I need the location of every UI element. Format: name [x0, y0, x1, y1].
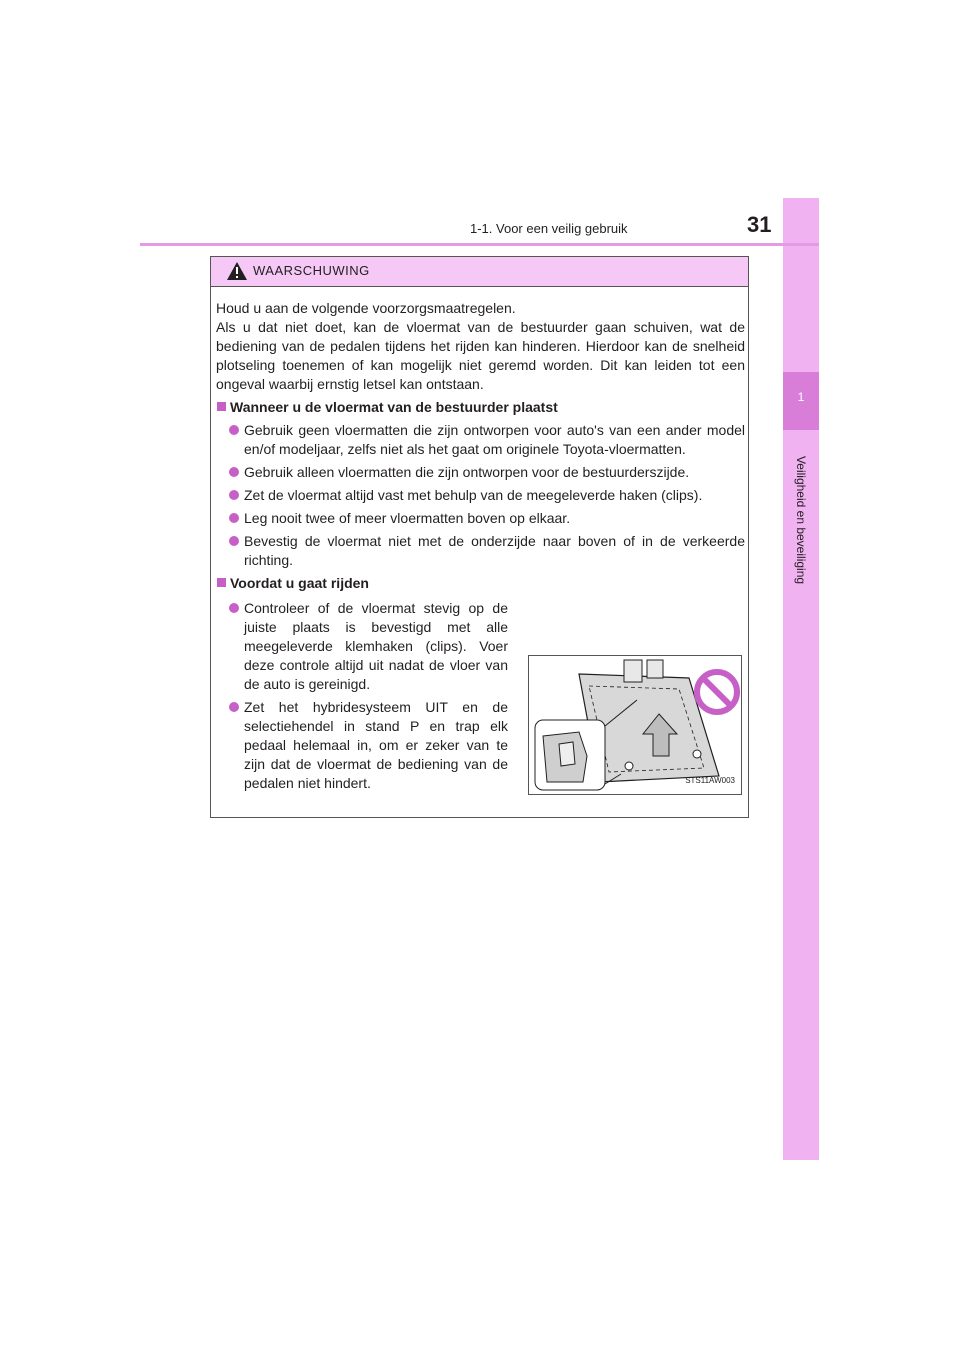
- bullet-text: Bevestig de vloermat niet met de onderzijde naar boven of in de verkeerde richting.: [244, 533, 745, 568]
- round-bullet-icon: [229, 702, 239, 712]
- warning-box: [210, 256, 749, 818]
- square-bullet-icon: [217, 578, 226, 587]
- intro-line: Als u dat niet doet, kan de vloermat van de bestuurder gaan schuiven, wat de bediening van de pedalen tijdens het rijden kan hinderen. Hierdoor kan de snelheid plotseling toenemen of kan mogelijk niet geremd worden. Dit kan leiden tot een ongeval waarbij ernstig letsel kan ontstaan.: [216, 319, 745, 392]
- header-rule: [140, 243, 819, 246]
- page-number: 31: [747, 212, 772, 237]
- bullet-text: Gebruik alleen vloermatten die zijn ontworpen voor de bestuurderszijde.: [244, 464, 690, 480]
- bullet-item: [216, 486, 745, 505]
- warning-header: [211, 257, 748, 287]
- round-bullet-icon: [229, 513, 239, 523]
- round-bullet-icon: [229, 425, 239, 435]
- chapter-side-tab: [783, 198, 819, 1160]
- section-heading: [216, 398, 745, 417]
- square-bullet-icon: [217, 402, 226, 411]
- warning-triangle-icon: [227, 262, 247, 280]
- bullet-item: [216, 421, 745, 459]
- intro-line: Houd u aan de volgende voorzorgsmaatregelen.: [216, 300, 516, 316]
- bullet-item: [216, 509, 745, 528]
- section-heading: [216, 574, 745, 593]
- bullet-item: [216, 532, 745, 570]
- bullet-item: [216, 463, 745, 482]
- bullet-item: [216, 599, 508, 694]
- floor-mat-illustration: [528, 655, 742, 795]
- warning-title: WAARSCHUWING: [253, 263, 370, 278]
- bullet-text: Gebruik geen vloermatten die zijn ontworpen voor auto's van een ander model en/of modeljaar, zelfs niet als het gaat om originele Toyota-vloermatten.: [244, 422, 745, 457]
- section-heading-text: Wanneer u de vloermat van de bestuurder plaatst: [230, 399, 558, 415]
- bullet-text: Leg nooit twee of meer vloermatten boven op elkaar.: [244, 510, 571, 526]
- bullet-text: Zet het hybridesysteem UIT en de selectiehendel in stand P en trap elk pedaal helemaal in, om er zeker van te zijn dat de vloermat de bediening van de pedalen niet hindert.: [244, 699, 508, 791]
- bullet-text: Controleer of de vloermat stevig op de juiste plaats is bevestigd met alle meegeleverde klemhaken (clips). Voer deze controle altijd uit nadat de vloer van de auto is gereinigd.: [244, 600, 508, 692]
- section-title: 1-1. Voor een veilig gebruik: [470, 221, 628, 236]
- intro-paragraph: [216, 299, 745, 394]
- section-heading-text: Voordat u gaat rijden: [230, 575, 369, 591]
- bullet-text: Zet de vloermat altijd vast met behulp van de meegeleverde haken (clips).: [244, 487, 703, 503]
- figure-label: STS11AW003: [685, 776, 735, 785]
- bullet-item: [216, 698, 508, 793]
- chapter-label: Veiligheid en beveiliging: [794, 455, 808, 585]
- round-bullet-icon: [229, 490, 239, 500]
- chapter-number: 1: [797, 390, 805, 404]
- left-column: [216, 599, 508, 793]
- warning-body: [216, 299, 745, 793]
- round-bullet-icon: [229, 603, 239, 613]
- round-bullet-icon: [229, 536, 239, 546]
- round-bullet-icon: [229, 467, 239, 477]
